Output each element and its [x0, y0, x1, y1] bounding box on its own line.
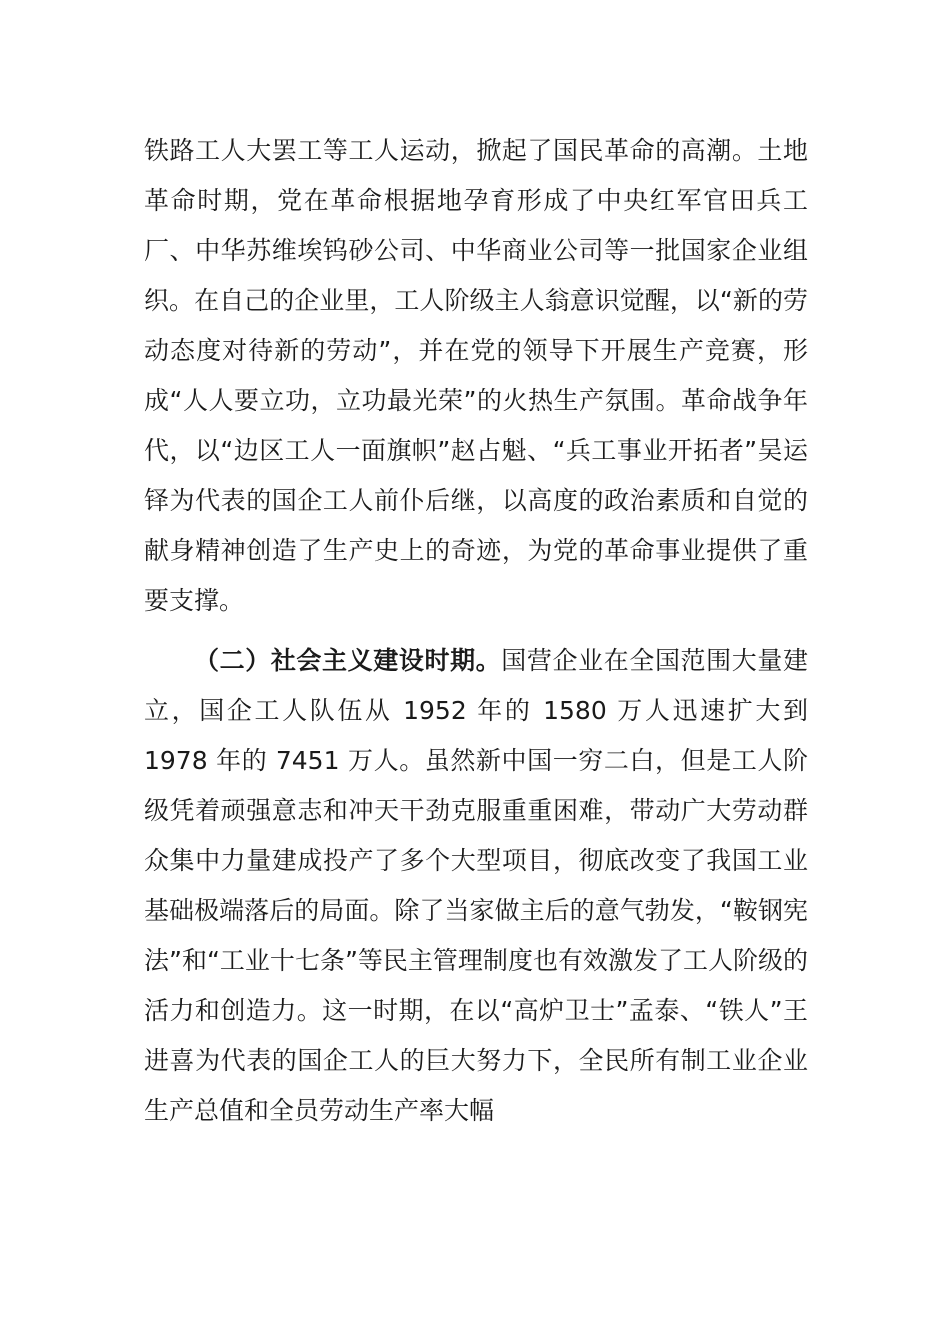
document-body — [144, 126, 808, 1136]
paragraph-socialist-construction-text: 国营企业在全国范围大量建立，国企工人队伍从 1952 年的 1580 万人迅速扩大到 1978 年的 7451 万人。虽然新中国一穷二白，但是工人阶级凭着顽强意志和冲天干劲克服重重困难，带动广大劳动群众集中力量建成投产了多个大型项目，彻底改变了我国工业基础极端落后的局面。除了当家做主后的意气勃发，“鞍钢宪法”和“工业十七条”等民主管理制度也有效激发了工人阶级的活力和创造力。这一时期，在以“高炉卫士”孟泰、“铁人”王进喜为代表的国企工人的巨大努力下，全民所有制工业企业生产总值和全员劳动生产率大幅 — [144, 646, 808, 1125]
section-heading-socialist-construction: （二）社会主义建设时期。 — [194, 646, 502, 675]
paragraph-land-revolution: 铁路工人大罢工等工人运动，掀起了国民革命的高潮。土地革命时期，党在革命根据地孕育形成了中央红军官田兵工厂、中华苏维埃钨砂公司、中华商业公司等一批国家企业组织。在自己的企业里，工人阶级主人翁意识觉醒，以“新的劳动态度对待新的劳动”，并在党的领导下开展生产竞赛，形成“人人要立功，立功最光荣”的火热生产氛围。革命战争年代，以“边区工人一面旗帜”赵占魁、“兵工事业开拓者”吴运铎为代表的国企工人前仆后继，以高度的政治素质和自觉的献身精神创造了生产史上的奇迹，为党的革命事业提供了重要支撑。 — [144, 136, 808, 615]
paragraph-socialist-construction — [144, 636, 808, 1136]
